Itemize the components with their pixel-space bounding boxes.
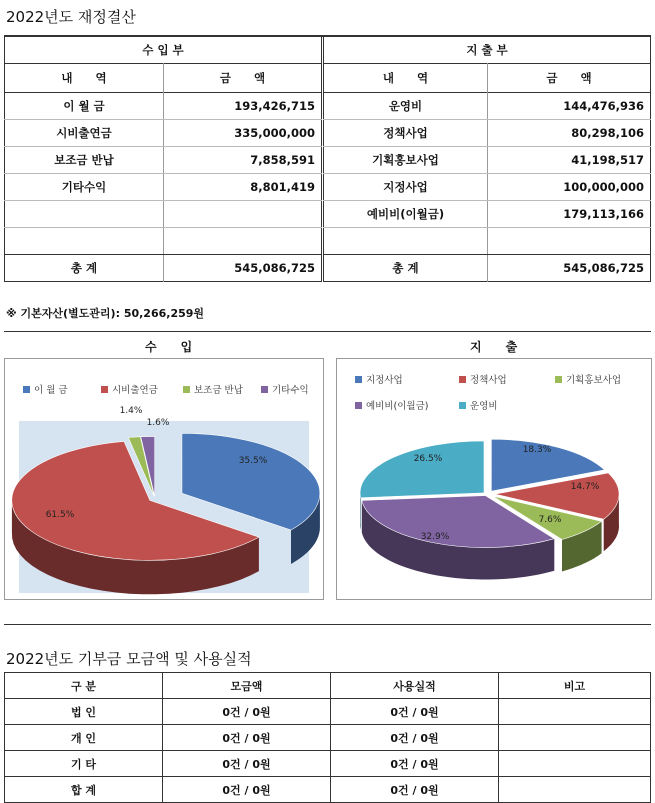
table-row bbox=[5, 147, 322, 174]
legend-label: 기타수익 bbox=[272, 385, 309, 396]
income-item bbox=[5, 201, 164, 228]
income-item: 이 월 금 bbox=[5, 93, 164, 120]
expense-amount: 80,298,106 bbox=[488, 120, 651, 147]
donation-remarks bbox=[499, 725, 651, 751]
section1-title: 2022년도 재정결산 bbox=[6, 8, 136, 26]
table-row bbox=[324, 93, 651, 120]
expense-item: 기획홍보사업 bbox=[324, 147, 488, 174]
expense-item: 예비비(이월금) bbox=[324, 201, 488, 228]
income-chart-label: 수 입 bbox=[145, 340, 193, 354]
income-col-amount: 금 액 bbox=[164, 64, 322, 93]
data-label: 26.5% bbox=[413, 454, 443, 464]
donation-col-remarks: 비고 bbox=[499, 673, 651, 699]
expense-pie-chart bbox=[337, 359, 651, 599]
table-row bbox=[324, 174, 651, 201]
basic-assets-note: ※ 기본자산(별도관리): 50,266,259원 bbox=[6, 307, 205, 320]
donation-raised: 0건 / 0원 bbox=[163, 777, 331, 803]
data-label: 61.5% bbox=[45, 510, 75, 520]
expense-amount: 179,113,166 bbox=[488, 201, 651, 228]
table-row bbox=[324, 228, 651, 255]
table-row bbox=[5, 120, 322, 147]
income-amount: 335,000,000 bbox=[164, 120, 322, 147]
income-total-amount: 545,086,725 bbox=[164, 255, 322, 282]
donation-category: 법 인 bbox=[5, 699, 163, 725]
table-row bbox=[5, 228, 322, 255]
chart-section-rule bbox=[4, 331, 651, 332]
table-row bbox=[5, 751, 651, 777]
pie-slice bbox=[360, 441, 484, 498]
income-item: 보조금 반납 bbox=[5, 147, 164, 174]
legend-swatch bbox=[261, 386, 268, 393]
legend-swatch bbox=[23, 386, 30, 393]
table-row bbox=[5, 174, 322, 201]
table-row bbox=[5, 725, 651, 751]
data-label: 1.4% bbox=[119, 406, 143, 416]
donation-col-raised: 모금액 bbox=[163, 673, 331, 699]
expense-table bbox=[323, 37, 651, 282]
income-chart-box bbox=[4, 358, 324, 600]
legend-label: 이 월 금 bbox=[34, 385, 68, 396]
donation-remarks bbox=[499, 751, 651, 777]
donation-remarks bbox=[499, 777, 651, 803]
expense-total-label: 총 계 bbox=[324, 255, 488, 282]
legend-swatch bbox=[355, 402, 362, 409]
expense-chart-label: 지 출 bbox=[470, 340, 518, 354]
legend-swatch bbox=[459, 376, 466, 383]
expense-item: 지정사업 bbox=[324, 174, 488, 201]
income-col-item: 내 역 bbox=[5, 64, 164, 93]
donation-col-category: 구 분 bbox=[5, 673, 163, 699]
donation-used: 0건 / 0원 bbox=[331, 699, 499, 725]
table-row bbox=[5, 201, 322, 228]
donation-section-rule bbox=[4, 624, 651, 625]
data-label: 18.3% bbox=[522, 445, 552, 455]
expense-amount: 41,198,517 bbox=[488, 147, 651, 174]
table-row bbox=[324, 201, 651, 228]
expense-item: 정책사업 bbox=[324, 120, 488, 147]
expense-item: 운영비 bbox=[324, 93, 488, 120]
data-label: 35.5% bbox=[238, 456, 268, 466]
income-amount bbox=[164, 201, 322, 228]
expense-item bbox=[324, 228, 488, 255]
donation-remarks bbox=[499, 699, 651, 725]
donation-header-row bbox=[5, 673, 651, 699]
expense-total-amount: 545,086,725 bbox=[488, 255, 651, 282]
table-row bbox=[5, 699, 651, 725]
income-item: 기타수익 bbox=[5, 174, 164, 201]
donation-raised: 0건 / 0원 bbox=[163, 751, 331, 777]
expense-col-amount: 금 액 bbox=[488, 64, 651, 93]
donation-col-used: 사용실적 bbox=[331, 673, 499, 699]
income-pie-chart bbox=[5, 359, 323, 599]
legend-swatch bbox=[459, 402, 466, 409]
legend-swatch bbox=[101, 386, 108, 393]
income-item: 시비출연금 bbox=[5, 120, 164, 147]
income-amount bbox=[164, 228, 322, 255]
table-row bbox=[5, 93, 322, 120]
donation-used: 0건 / 0원 bbox=[331, 777, 499, 803]
data-label: 14.7% bbox=[570, 482, 600, 492]
expense-total-row bbox=[324, 255, 651, 282]
expense-amount bbox=[488, 228, 651, 255]
legend-swatch bbox=[355, 376, 362, 383]
donation-used: 0건 / 0원 bbox=[331, 725, 499, 751]
legend-label: 보조금 반납 bbox=[194, 385, 243, 396]
donation-category: 합 계 bbox=[5, 777, 163, 803]
table-row bbox=[5, 777, 651, 803]
legend-label: 시비출연금 bbox=[112, 385, 158, 396]
donation-category: 개 인 bbox=[5, 725, 163, 751]
expense-amount: 100,000,000 bbox=[488, 174, 651, 201]
income-item bbox=[5, 228, 164, 255]
donation-used: 0건 / 0원 bbox=[331, 751, 499, 777]
table-row bbox=[324, 120, 651, 147]
expense-chart-box bbox=[336, 358, 652, 600]
income-amount: 8,801,419 bbox=[164, 174, 322, 201]
legend-label: 정책사업 bbox=[470, 375, 507, 386]
data-label: 7.6% bbox=[538, 515, 562, 525]
income-header: 수 입 부 bbox=[5, 37, 322, 64]
income-amount: 7,858,591 bbox=[164, 147, 322, 174]
legend-label: 지정사업 bbox=[366, 375, 403, 386]
donation-category: 기 타 bbox=[5, 751, 163, 777]
data-label: 1.6% bbox=[146, 418, 170, 428]
data-label: 32.9% bbox=[420, 532, 450, 542]
legend-swatch bbox=[555, 376, 562, 383]
income-table bbox=[4, 37, 322, 282]
income-total-label: 총 계 bbox=[5, 255, 164, 282]
section2-title: 2022년도 기부금 모금액 및 사용실적 bbox=[6, 650, 252, 668]
expense-amount: 144,476,936 bbox=[488, 93, 651, 120]
donation-raised: 0건 / 0원 bbox=[163, 725, 331, 751]
income-total-row bbox=[5, 255, 322, 282]
legend-label: 기획홍보사업 bbox=[566, 375, 622, 386]
table-row bbox=[324, 147, 651, 174]
legend-swatch bbox=[183, 386, 190, 393]
income-amount: 193,426,715 bbox=[164, 93, 322, 120]
expense-header: 지 출 부 bbox=[324, 37, 651, 64]
legend-label: 예비비(이월금) bbox=[366, 401, 429, 412]
donation-table bbox=[4, 672, 651, 803]
legend-label: 운영비 bbox=[470, 401, 498, 412]
expense-col-item: 내 역 bbox=[324, 64, 488, 93]
donation-raised: 0건 / 0원 bbox=[163, 699, 331, 725]
